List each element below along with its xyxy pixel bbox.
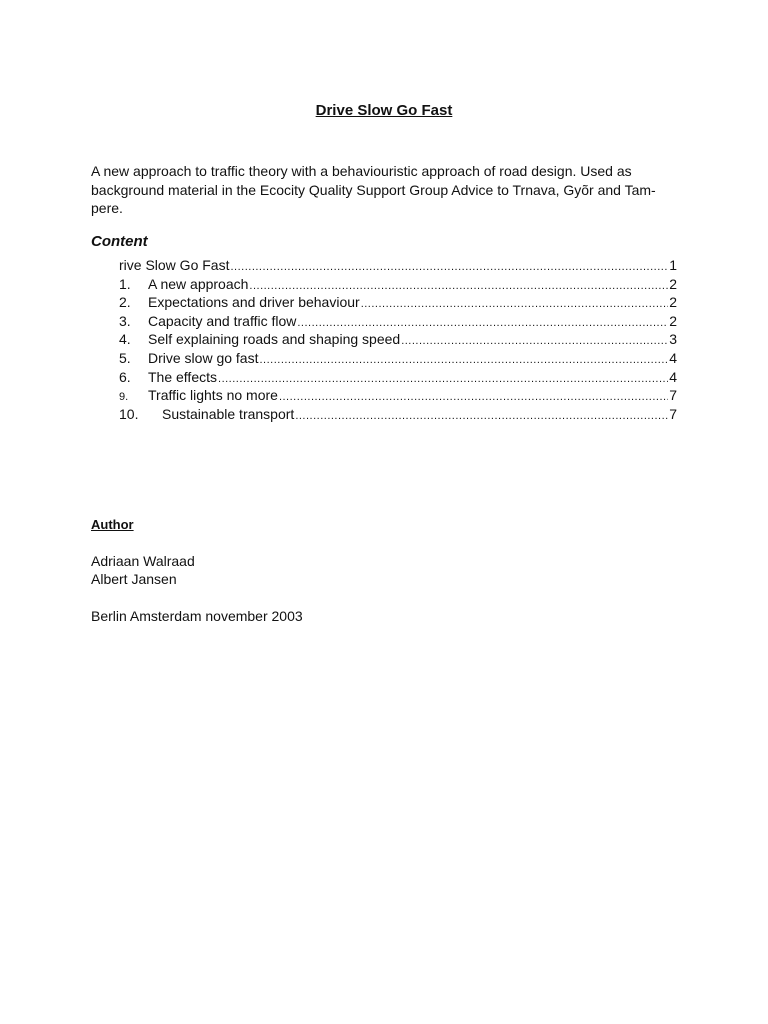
- toc-entry[interactable]: [119, 386, 677, 405]
- table-of-contents: [119, 256, 677, 423]
- document-title: Drive Slow Go Fast: [315, 102, 453, 119]
- toc-entry-number: 10.: [119, 405, 139, 422]
- place-date: Berlin Amsterdam november 2003: [91, 608, 303, 624]
- toc-entry-page: 2: [669, 312, 677, 329]
- toc-leader-dots: [218, 370, 668, 389]
- toc-entry[interactable]: [119, 293, 677, 312]
- toc-entry-number: 6.: [119, 368, 131, 385]
- toc-entry-text: Capacity and traffic flow: [148, 312, 297, 329]
- toc-entry-text: The effects: [148, 368, 218, 385]
- toc-leader-dots: [361, 295, 669, 314]
- toc-entry[interactable]: [119, 330, 677, 349]
- content-heading: Content: [91, 233, 148, 250]
- toc-entry-text: Self explaining roads and shaping speed: [148, 331, 401, 348]
- author-name: Adriaan Walraad: [91, 553, 195, 569]
- toc-entry-number: 4.: [119, 331, 131, 348]
- toc-entry[interactable]: [119, 312, 677, 331]
- toc-entry[interactable]: [119, 368, 677, 387]
- toc-leader-dots: [259, 351, 668, 370]
- toc-entry-number: 2.: [119, 294, 131, 311]
- toc-entry-number: 9.: [119, 391, 129, 404]
- toc-entry-text: A new approach: [148, 275, 249, 292]
- toc-entry-text: Traffic lights no more: [148, 387, 278, 404]
- toc-entry-page: 2: [669, 294, 677, 311]
- toc-leader-dots: [401, 332, 668, 351]
- toc-entry-text: Sustainable transport: [162, 405, 295, 422]
- toc-entry-text: Drive slow go fast: [148, 349, 259, 366]
- toc-entry-page: 3: [669, 331, 677, 348]
- toc-leader-dots: [279, 388, 668, 407]
- toc-leader-dots: [230, 258, 668, 277]
- toc-entry-page: 2: [669, 275, 677, 292]
- toc-entry-text: Expectations and driver behaviour: [148, 294, 360, 311]
- toc-entry[interactable]: [119, 275, 677, 294]
- toc-entry[interactable]: [119, 405, 677, 424]
- toc-entry[interactable]: [119, 256, 677, 275]
- toc-leader-dots: [295, 407, 668, 426]
- toc-entry[interactable]: [119, 349, 677, 368]
- toc-entry-page: 1: [669, 257, 677, 273]
- author-name: Albert Jansen: [91, 571, 177, 587]
- toc-entry-page: 7: [669, 405, 677, 422]
- toc-entry-text: rive Slow Go Fast: [119, 257, 230, 273]
- toc-entry-number: 3.: [119, 312, 131, 329]
- toc-entry-page: 7: [669, 387, 677, 404]
- toc-entry-number: 5.: [119, 349, 131, 366]
- toc-entry-page: 4: [669, 349, 677, 366]
- author-heading: Author: [91, 517, 134, 532]
- toc-entry-page: 4: [669, 368, 677, 385]
- intro-paragraph: A new approach to traffic theory with a behaviouristic approach of road design. Used as background material in the Ecocity Quality Support Group Advice to Trnava, Gyõr and Tam-pere.: [91, 163, 656, 216]
- toc-entry-number: 1.: [119, 275, 131, 292]
